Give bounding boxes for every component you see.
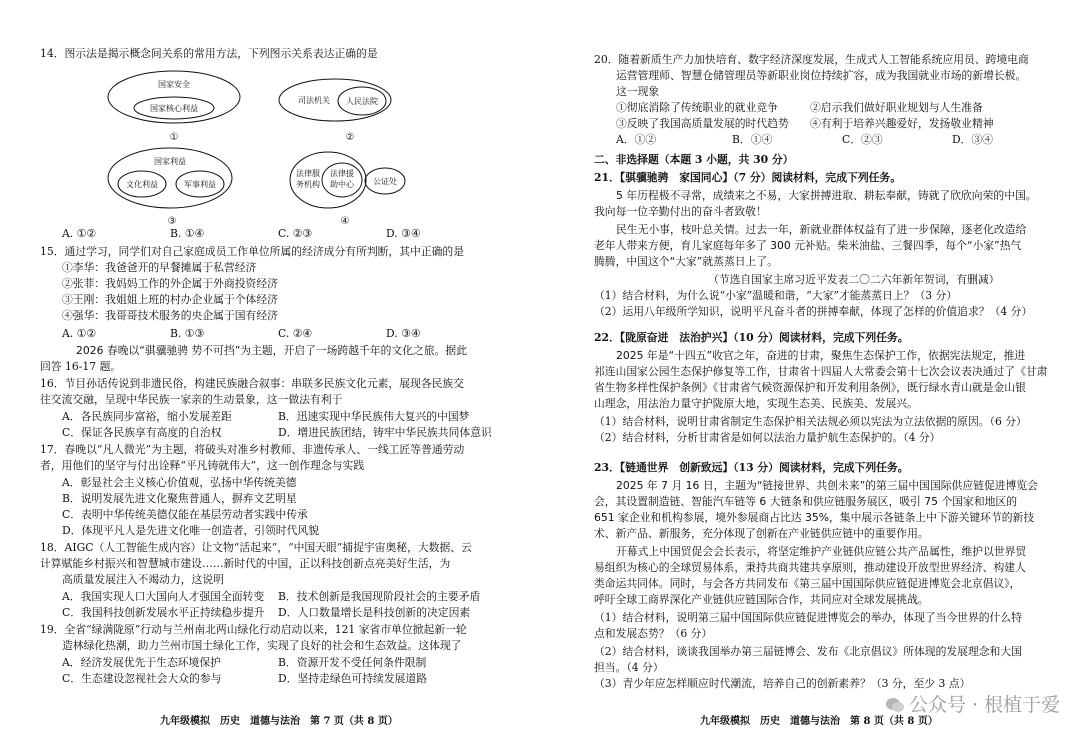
page-8 [540, 0, 1080, 746]
q20-item-2: ②启示我们做好职业规划与人生准备 [810, 101, 983, 114]
q21-title: 21．【骐骥驰骋 家国同心】（7 分）阅读材料，完成下列任务。 [594, 171, 902, 184]
q14-opt-c[interactable]: C. ②③ [278, 227, 313, 240]
q23-p3: 651 家企业和机构参展，境外参展商占比达 35%，集中展示各链条上中下游关键环节的新技 [594, 511, 1035, 524]
q17-line-1: 17．春晚以“凡人微光”为主题，将破头对准乡村教师、非遗传承人、一线工匠等普通劳动 [40, 443, 465, 456]
q18-opt-a[interactable]: A．我国实现人口大国向人才强国全面转变 [62, 590, 265, 603]
page-footer-left: 九年级模拟 历史 道德与法治 第 7 页（共 8 页） [160, 716, 398, 727]
q14-stem: 14．图示法是揭示概念间关系的常用方法，下列图示关系表达正确的是 [40, 47, 378, 60]
q16-opt-b[interactable]: B．迅速实现中华民族伟大复兴的中国梦 [278, 410, 470, 423]
d3-num: ③ [167, 216, 177, 227]
q23-p6: 易组织为核心的全球贸易体系，秉持共商共建共享原则，推动建设开放型世界经济、构建人 [594, 561, 1026, 574]
q22-task-2: （2）结合材料，分析甘肃省是如何以法治力量护航生态保护的。（4 分） [594, 431, 941, 444]
intro-line-2: 回答 16-17 题。 [40, 360, 122, 373]
q22-p3: 省生物多样性保护条例》《甘肃省气候资源保护和开发利用条例》，既行绿水青山就是金山银 [594, 381, 1026, 394]
q15-item-1: ①李华：我爸爸开的早餐摊属于私营经济 [62, 261, 257, 274]
q19-opt-c[interactable]: C．生态建设忽视社会大众的参与 [62, 672, 222, 685]
d1-outer: 国家安全 [158, 80, 190, 89]
q16-line-1: 16．节目孙话传说到非遗民俗，构建民族融合叙事：串联多民族文化元素，展现各民族交 [40, 377, 465, 390]
q20-opt-b[interactable]: B．①④ [732, 133, 773, 146]
d4-a2: 务机构 [296, 180, 320, 189]
q19-line-2: 造林绿化热潮，助力兰州市国土绿化工作，实现了良好的社会和生态效益。这体现了 [62, 639, 462, 652]
q21-p4: 老年人带来方便，育儿家庭每年多了 300 元补贴。柴米油盐、三餐四季，每个“小家”热气 [594, 239, 1022, 252]
q23-task-2-cont: 担当。（4 分） [594, 661, 664, 674]
diagram-4 [290, 152, 405, 227]
q20-opt-c[interactable]: C．②③ [842, 133, 883, 146]
q16-opt-a[interactable]: A．各民族同步富裕，缩小发展差距 [62, 410, 232, 423]
q15-opt-c[interactable]: C. ②④ [278, 327, 313, 340]
d4-a1: 法律服 [296, 169, 320, 178]
q23-p7: 类命运共同体。同时，与会各方共同发布《第三届中国国际供应链促进博览会北京倡议》， [594, 577, 1021, 590]
q20-item-4: ④有利于培养兴趣爱好，发扬敬业精神 [810, 117, 994, 130]
q14-diagrams [0, 64, 540, 234]
d4-b1: 法律援 [330, 169, 354, 178]
q23-title: 23．【链通世界 创新致远】（13 分）阅读材料，完成下列任务。 [594, 461, 909, 474]
d4-num: ④ [340, 216, 350, 227]
diagram-2 [279, 79, 391, 143]
q17-opt-a[interactable]: A．彰显社会主义核心价值观，弘扬中华传统美德 [62, 476, 297, 489]
watermark-text: 公众号 · 根植于爱 [909, 694, 1061, 716]
q21-source: （节选自国家主席习近平发表二〇二六年新年贺词，有删减） [708, 273, 1000, 286]
d2-num: ② [345, 132, 355, 143]
q23-p8: 呼吁全球工商界深化产业链供应链国际合作，共同应对全球发展挑战。 [594, 593, 929, 606]
q22-p2: 祁连山国家公园生态保护修复等工作，甘肃省十四届人大常委会第十七次会议表决通过了《甘肃 [594, 365, 1048, 378]
q21-task-1: （1）结合材料，为什么说“小家”温暖和谐，“大家”才能蒸蒸日上？（3 分） [594, 289, 958, 302]
q22-title: 22．【陇原奋进 法治护兴】（10 分）阅读材料，完成下列任务。 [594, 331, 909, 344]
q18-opt-c[interactable]: C．我国科技创新发展水平正持续稳步提升 [62, 606, 265, 619]
diagram-1 [108, 71, 240, 143]
q19-opt-d[interactable]: D．坚持走绿色可持续发展道路 [278, 672, 428, 685]
q20-line-3: 这一现象 [616, 85, 660, 98]
d2-a: 司法机关 [298, 96, 330, 105]
d4-c: 公证处 [373, 177, 397, 186]
d1-inner: 国家核心利益 [150, 104, 198, 113]
q14-opt-d[interactable]: D. ③④ [386, 227, 421, 240]
q15-item-4: ④强华：我哥哥技术服务的央企属于国有经济 [62, 309, 278, 322]
q20-opt-d[interactable]: D．③④ [952, 133, 994, 146]
q23-p5: 开幕式上中国贸促会会长表示，将坚定维护产业链供应链公共产品属性，维护以世界贸 [616, 545, 1027, 558]
q15-item-2: ②张菲：我妈妈工作的外企属于外商投资经济 [62, 277, 278, 290]
intro-line-1: 2026 春晚以“骐骥驰骋 势不可挡”为主题，开启了一场跨越千年的文化之旅。据此 [76, 344, 468, 357]
q15-stem: 15．通过学习，同学们对自己家庭成员工作单位所属的经济成分有所判断，其中正确的是 [40, 245, 465, 258]
q21-p3: 民生无小事，枝叶总关情。过去一年，新就业群体权益有了进一步保障，逐老化改造给 [616, 223, 1027, 236]
q17-opt-b[interactable]: B．说明发展先进文化聚焦普通人，摒弃文艺明星 [62, 492, 297, 505]
q19-opt-a[interactable]: A．经济发展优先于生态环境保护 [62, 656, 221, 669]
q14-opt-b[interactable]: B. ①④ [170, 227, 205, 240]
d3-b: 军事利益 [184, 180, 216, 189]
page-footer-right: 九年级模拟 历史 道德与法治 第 8 页（共 8 页） [700, 716, 938, 727]
q20-item-3: ③反映了我国高质量发展的时代趋势 [616, 117, 789, 130]
q23-p2: 会，其设置制造链、智能汽车链等 6 大链条和供应链服务展区，吸引 75 个国家和地区的 [594, 495, 1018, 508]
d3-outer: 国家利益 [154, 157, 186, 166]
d2-b: 人民法院 [346, 97, 378, 106]
q15-item-3: ③王刚：我姐姐上班的村办企业属于个体经济 [62, 293, 278, 306]
diagram-3 [108, 148, 232, 227]
q14-opt-a[interactable]: A. ①② [62, 227, 97, 240]
q20-line-2: 运营管理师、智慧仓储管理员等新职业岗位持续扩容，成为我国就业市场的新增长极。 [616, 69, 1027, 82]
q23-task-3: （3）青少年应怎样顺应时代潮流，培养自己的创新素养？（3 分，至少 3 点） [594, 677, 971, 690]
q23-p1: 2025 年 7 月 16 日，主题为“链接世界、共创未来”的第三届中国国际供应链促进博览会 [616, 479, 1038, 492]
q15-opt-d[interactable]: D. ③④ [386, 327, 421, 340]
q16-line-2: 往交流交融，呈现中华民族一家亲的生动景象，这一做法有利于 [40, 393, 343, 406]
d3-a: 文化利益 [126, 180, 158, 189]
q23-task-1-cont: 点和发展态势？（6 分） [594, 627, 713, 640]
q20-line-1: 20．随着新质生产力加快培育、数字经济深度发展，生成式人工智能系统应用员、跨境电商 [594, 53, 1029, 66]
q16-opt-c[interactable]: C．保证各民族享有高度的自治权 [62, 426, 222, 439]
q22-p1: 2025 年是“十四五”收官之年，奋进的甘肃，聚焦生态保护工作，依据宪法规定，推进 [616, 349, 1026, 362]
q21-p2: 我向每一位辛勤付出的奋斗者致敬！ [594, 205, 767, 218]
q19-opt-b[interactable]: B．资源开发不受任何条件限制 [278, 656, 427, 669]
q21-p1: 5 年历程极不寻常，成绩来之不易，大家拼搏进取、耕耘奉献，铸就了欣欣向荣的中国。 [616, 189, 1037, 202]
d4-b2: 助中心 [330, 180, 354, 189]
q21-p5: 腾腾，中国这个“大家”就蒸蒸日上了。 [594, 255, 778, 268]
q20-opt-a[interactable]: A．①② [616, 133, 657, 146]
q18-line-2: 计算赋能乡村振兴和智慧城市建设……新时代的中国，正以科技创新点亮美好生活，为 [40, 557, 451, 570]
watermark [885, 690, 1060, 717]
q15-opt-a[interactable]: A. ①② [62, 327, 97, 340]
q16-opt-d[interactable]: D．增进民族团结，铸牢中华民族共同体意识 [278, 426, 492, 439]
q23-task-2: （2）结合材料，谈谈我国举办第三届链博会、发布《北京倡议》所体现的发展理念和大国 [594, 645, 1022, 658]
q17-line-2: 者，用他们的坚守与付出诠释“平凡铸就伟大”，这一创作理念与实践 [40, 459, 365, 472]
d1-num: ① [169, 132, 179, 143]
q21-task-2: （2）运用八年级所学知识，说明平凡奋斗者的拼搏奉献，体现了怎样的价值追求？（4 分） [594, 305, 1033, 318]
q17-opt-c[interactable]: C．表明中华传统美德仅能在基层劳动者实践中传承 [62, 508, 308, 521]
q23-p4: 术、新产品、新服务，充分体现了创新在产业链供应链中的重要作用。 [594, 527, 929, 540]
q18-opt-b[interactable]: B．技术创新是我国现阶段社会的主要矛盾 [278, 590, 481, 603]
q22-p4: 山理念，用法治力量守护陇原大地，实现生态美、民族美、发展兴。 [594, 397, 918, 410]
q19-line-1: 19．全省“绿满陇原”行动与兰州南北两山绿化行动启动以来，121 家省市单位掀起新一轮 [40, 623, 467, 636]
q15-opt-b[interactable]: B. ①③ [170, 327, 205, 340]
q18-line-1: 18．AIGC（人工智能生成内容）让文物“活起来”，“中国天眼”捕捉宇宙奥秘，大数据、云 [40, 541, 472, 554]
section-heading: 二、非选择题（本题 3 小题，共 30 分） [594, 153, 794, 166]
q23-task-1: （1）结合材料，说明第三届中国国际供应链促进博览会的举办，体现了当今世界的什么特 [594, 611, 1022, 624]
q18-line-3: 高质量发展注入不竭动力，这说明 [62, 573, 224, 586]
q20-item-1: ①彻底消除了传统职业的就业竞争 [616, 101, 778, 114]
q18-opt-d[interactable]: D．人口数量增长是科技创新的决定因素 [278, 606, 471, 619]
wechat-icon [885, 696, 905, 712]
q17-opt-d[interactable]: D．体现平凡人是先进文化唯一创造者，引领时代风貌 [62, 524, 319, 537]
q22-task-1: （1）结合材料，说明甘肃省制定生态保护相关法规必须以宪法为立法依据的原因。（6 分） [594, 415, 1027, 428]
